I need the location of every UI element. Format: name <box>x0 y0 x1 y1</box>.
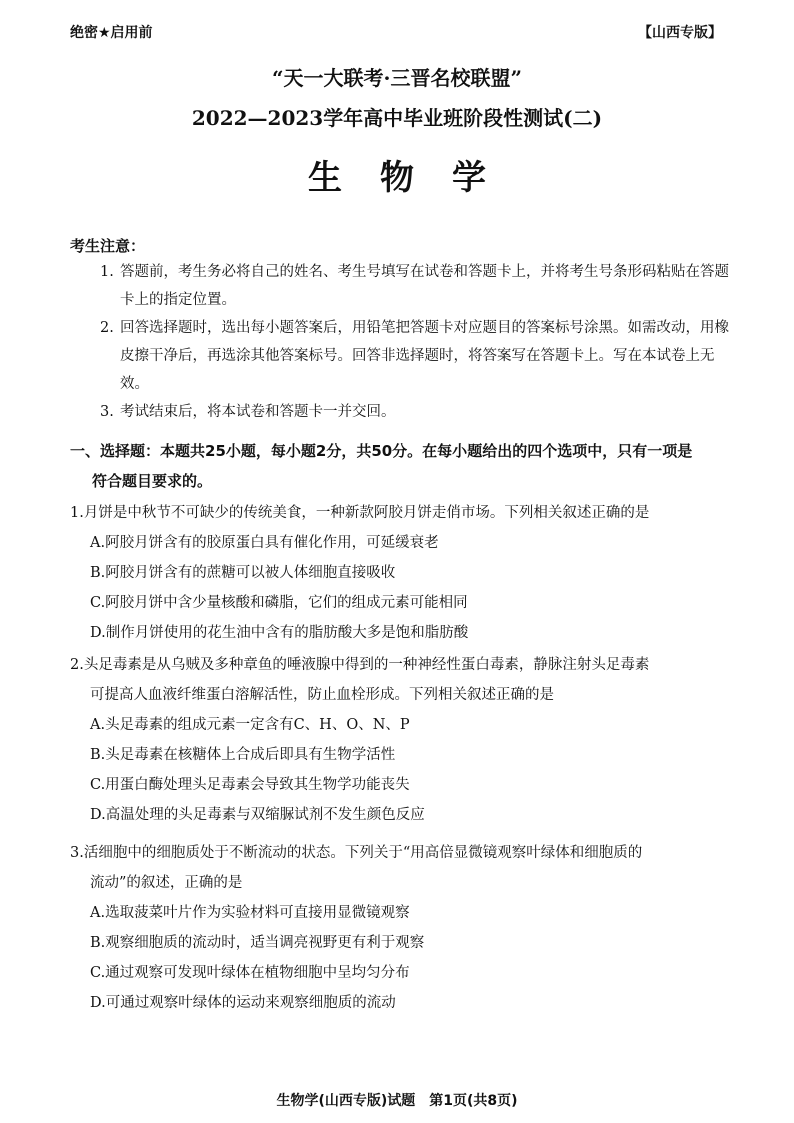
section-heading-line1: 一、选择题：本题共25小题，每小题2分，共50分。在每小题给出的四个选项中，只有一项是 <box>70 442 693 460</box>
section-heading-line2: 符合题目要求的。 <box>92 472 213 490</box>
question-stem-continued: 流动”的叙述，正确的是 <box>90 875 243 891</box>
notice-heading: 考生注意： <box>70 237 146 255</box>
option-b: B.头足毒素在核糖体上合成后即具有生物学活性 <box>90 747 396 763</box>
option-a: A.选取菠菜叶片作为实验材料可直接用显微镜观察 <box>90 905 410 921</box>
confidential-mark: 绝密★启用前 <box>70 25 153 41</box>
edition-label: 【山西专版】 <box>638 25 722 41</box>
question-2 <box>70 650 735 830</box>
question-stem: 1.月饼是中秋节不可缺少的传统美食，一种新款阿胶月饼走俏市场。下列相关叙述正确的是 <box>70 505 650 521</box>
notice-item-text: 考试结束后，将本试卷和答题卡一并交回。 <box>120 404 396 420</box>
option-d: D.高温处理的头足毒素与双缩脲试剂不发生颜色反应 <box>90 807 425 823</box>
notice-item-3 <box>100 398 740 426</box>
option-a: A.头足毒素的组成元素一定含有C、H、O、N、P <box>90 717 410 733</box>
exam-title: 2022—2023学年高中毕业班阶段性测试(二) <box>191 106 603 130</box>
question-stem: 2.头足毒素是从乌贼及多种章鱼的唾液腺中得到的一种神经性蛋白毒素，静脉注射头足毒素 <box>70 657 650 673</box>
option-b: B.阿胶月饼含有的蔗糖可以被人体细胞直接吸收 <box>90 565 396 581</box>
option-b: B.观察细胞质的流动时，适当调亮视野更有利于观察 <box>90 935 425 951</box>
option-d: D.制作月饼使用的花生油中含有的脂肪酸大多是饱和脂肪酸 <box>90 625 469 641</box>
section-heading <box>70 436 735 496</box>
option-a: A.阿胶月饼含有的胶原蛋白具有催化作用，可延缓衰老 <box>90 535 439 551</box>
notice-item-number: 1. <box>100 264 114 280</box>
notice-item-number: 2. <box>100 320 114 336</box>
page-footer: 生物学(山西专版)试题 第1页(共8页) <box>276 1093 518 1109</box>
option-c: C.用蛋白酶处理头足毒素会导致其生物学功能丧失 <box>90 777 410 793</box>
question-3 <box>70 838 735 1018</box>
question-1 <box>70 498 735 648</box>
option-c: C.阿胶月饼中含少量核酸和磷脂，它们的组成元素可能相同 <box>90 595 468 611</box>
notice-item-2 <box>100 314 740 398</box>
exam-series-title: “天一大联考·三晋名校联盟” <box>272 66 522 90</box>
notice-item-text: 回答选择题时，选出每小题答案后，用铅笔把答题卡对应题目的答案标号涂黑。如需改动，用橡皮擦干净后，再选涂其他答案标号。回答非选择题时，将答案写在答题卡上。写在本试卷上无效。 <box>120 320 729 392</box>
question-stem: 3.活细胞中的细胞质处于不断流动的状态。下列关于“用高倍显微镜观察叶绿体和细胞质的 <box>70 845 643 861</box>
option-c: C.通过观察可发现叶绿体在植物细胞中呈均匀分布 <box>90 965 410 981</box>
notice-item-number: 3. <box>100 404 114 420</box>
notice-item-1 <box>100 258 740 314</box>
subject-title: 生物学 <box>308 158 524 198</box>
notice-item-text: 答题前，考生务必将自己的姓名、考生号填写在试卷和答题卡上，并将考生号条形码粘贴在答题卡上的指定位置。 <box>120 264 729 308</box>
option-d: D.可通过观察叶绿体的运动来观察细胞质的流动 <box>90 995 396 1011</box>
question-stem-continued: 可提高人血液纤维蛋白溶解活性，防止血栓形成。下列相关叙述正确的是 <box>90 687 554 703</box>
